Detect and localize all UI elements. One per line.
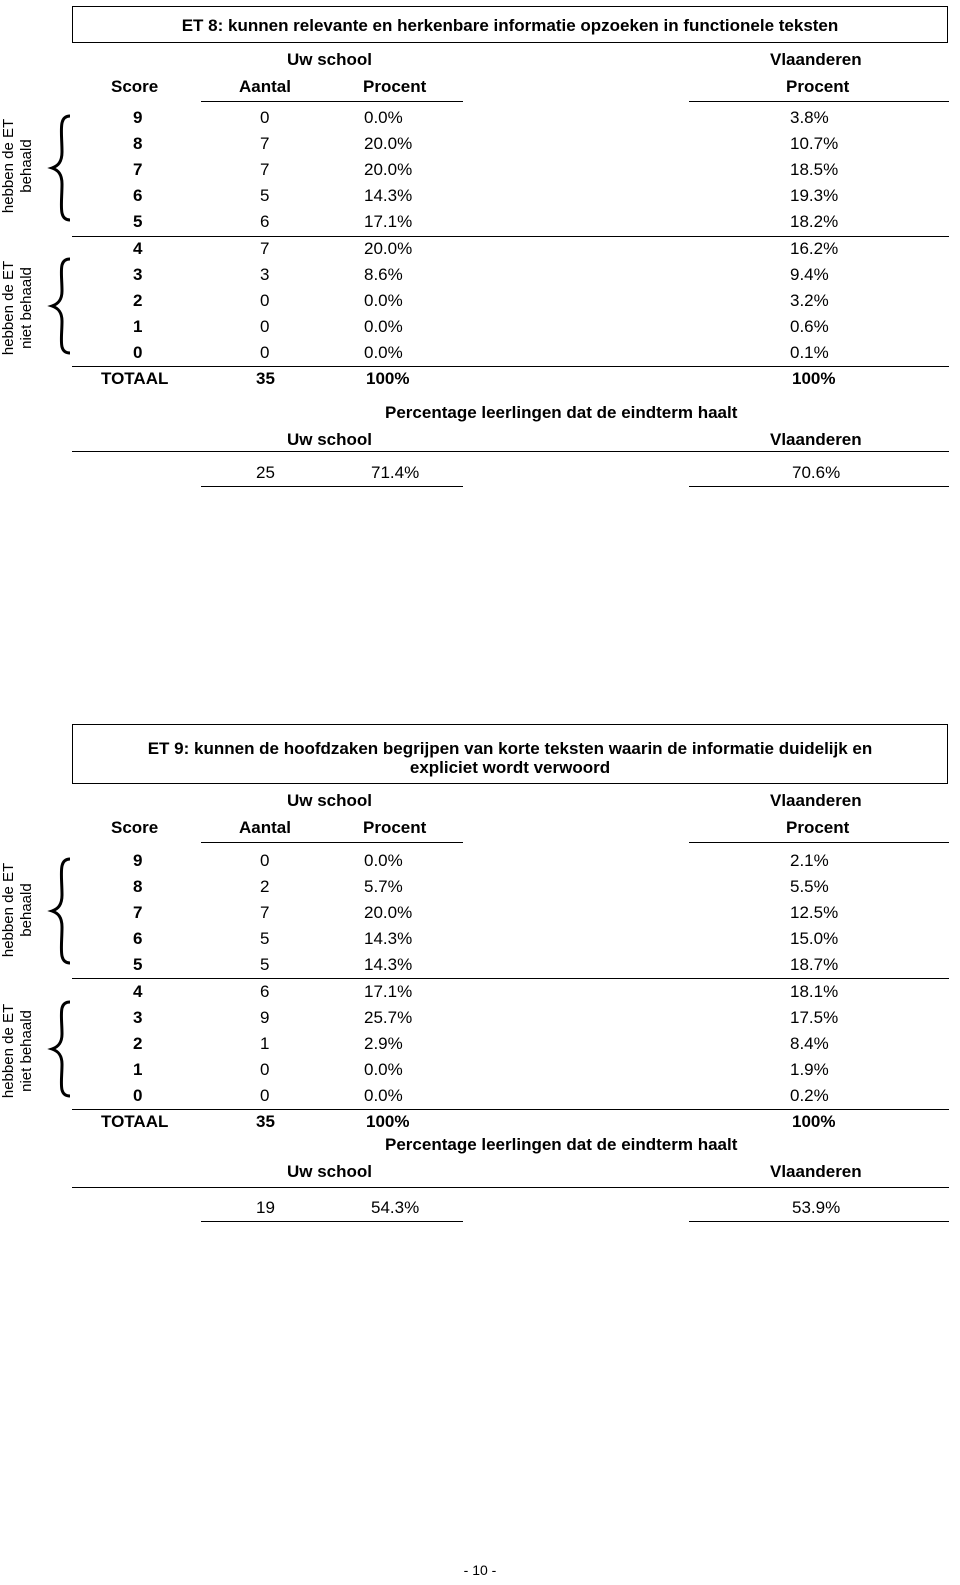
group-label-behaald: hebben de ET behaald	[0, 862, 35, 958]
table-row: 5 6 17.1% 18.2%	[133, 212, 839, 231]
eindterm-separator	[72, 1187, 949, 1188]
eindterm-underline-school	[201, 486, 463, 487]
table-row: 0 0 0.0% 0.2%	[133, 1086, 829, 1105]
score-header: Score	[111, 818, 159, 837]
table-title: ET 8: kunnen relevante en herkenbare informatie opzoeken in functionele teksten	[72, 6, 948, 43]
eindterm-row: 25 71.4% 70.6%	[256, 463, 841, 482]
table-row: 1 0 0.0% 1.9%	[133, 1060, 829, 1079]
eindterm-underline-vl	[689, 486, 949, 487]
aantal-header: Aantal	[239, 818, 291, 837]
table-row: 7 7 20.0% 12.5%	[133, 903, 839, 922]
vl-procent-header: Procent	[786, 818, 850, 837]
table-row: 5 5 14.3% 18.7%	[133, 955, 839, 974]
table-row: 3 3 8.6% 9.4%	[133, 265, 829, 284]
eindterm-separator	[72, 451, 949, 452]
group-label-niet-behaald: hebben de ET niet behaald	[0, 1003, 35, 1099]
procent-header: Procent	[363, 77, 427, 96]
table-row: 8 7 20.0% 10.7%	[133, 134, 839, 153]
niet-behaald-brace-icon	[46, 255, 76, 357]
totaal-row: TOTAAL 35 100% 100%	[101, 1112, 836, 1131]
uw-school-header: Uw school	[287, 50, 373, 69]
vlaanderen-header: Vlaanderen	[770, 791, 862, 810]
table-row: 0 0 0.0% 0.1%	[133, 343, 829, 362]
group-label-behaald: hebben de ET behaald	[0, 118, 35, 214]
table-row: 7 7 20.0% 18.5%	[133, 160, 839, 179]
table-row: 1 0 0.0% 0.6%	[133, 317, 829, 336]
table-row: 4 7 20.0% 16.2%	[133, 239, 839, 258]
table-row: 2 0 0.0% 3.2%	[133, 291, 829, 310]
vl-procent-header: Procent	[786, 77, 850, 96]
uw-school-header: Uw school	[287, 1162, 373, 1181]
table-row: 9 0 0.0% 3.8%	[133, 108, 829, 127]
totaal-row: TOTAAL 35 100% 100%	[101, 369, 836, 388]
uw-school-header: Uw school	[287, 791, 373, 810]
table-row: 6 5 14.3% 19.3%	[133, 186, 839, 205]
table-row: 6 5 14.3% 15.0%	[133, 929, 839, 948]
eindterm-label: Percentage leerlingen dat de eindterm haalt	[385, 1135, 738, 1154]
uw-school-header: Uw school	[287, 430, 373, 449]
eindterm-label: Percentage leerlingen dat de eindterm haalt	[385, 403, 738, 422]
table-row: 4 6 17.1% 18.1%	[133, 982, 839, 1001]
table-row: 9 0 0.0% 2.1%	[133, 851, 829, 870]
score-header: Score	[111, 77, 159, 96]
table-row: 8 2 5.7% 5.5%	[133, 877, 829, 896]
niet-behaald-brace-icon	[46, 998, 76, 1100]
header-underline-vl	[689, 101, 949, 102]
page-number: - 10 -	[463, 1562, 497, 1578]
header-underline-school	[201, 842, 463, 843]
table-row: 3 9 25.7% 17.5%	[133, 1008, 839, 1027]
vlaanderen-header: Vlaanderen	[770, 430, 862, 449]
table-row: 2 1 2.9% 8.4%	[133, 1034, 829, 1053]
eindterm-row: 19 54.3% 53.9%	[256, 1198, 841, 1217]
aantal-header: Aantal	[239, 77, 291, 96]
table-title: ET 9: kunnen de hoofdzaken begrijpen van korte teksten waarin de informatie duidelijk en expliciet wordt verwoord	[72, 724, 948, 784]
vlaanderen-header: Vlaanderen	[770, 50, 862, 69]
procent-header: Procent	[363, 818, 427, 837]
behaald-brace-icon	[46, 855, 76, 967]
eindterm-underline-vl	[689, 1221, 949, 1222]
behaald-brace-icon	[46, 112, 76, 224]
header-underline-school	[201, 101, 463, 102]
group-label-niet-behaald: hebben de ET niet behaald	[0, 260, 35, 356]
header-underline-vl	[689, 842, 949, 843]
vlaanderen-header: Vlaanderen	[770, 1162, 862, 1181]
eindterm-underline-school	[201, 1221, 463, 1222]
